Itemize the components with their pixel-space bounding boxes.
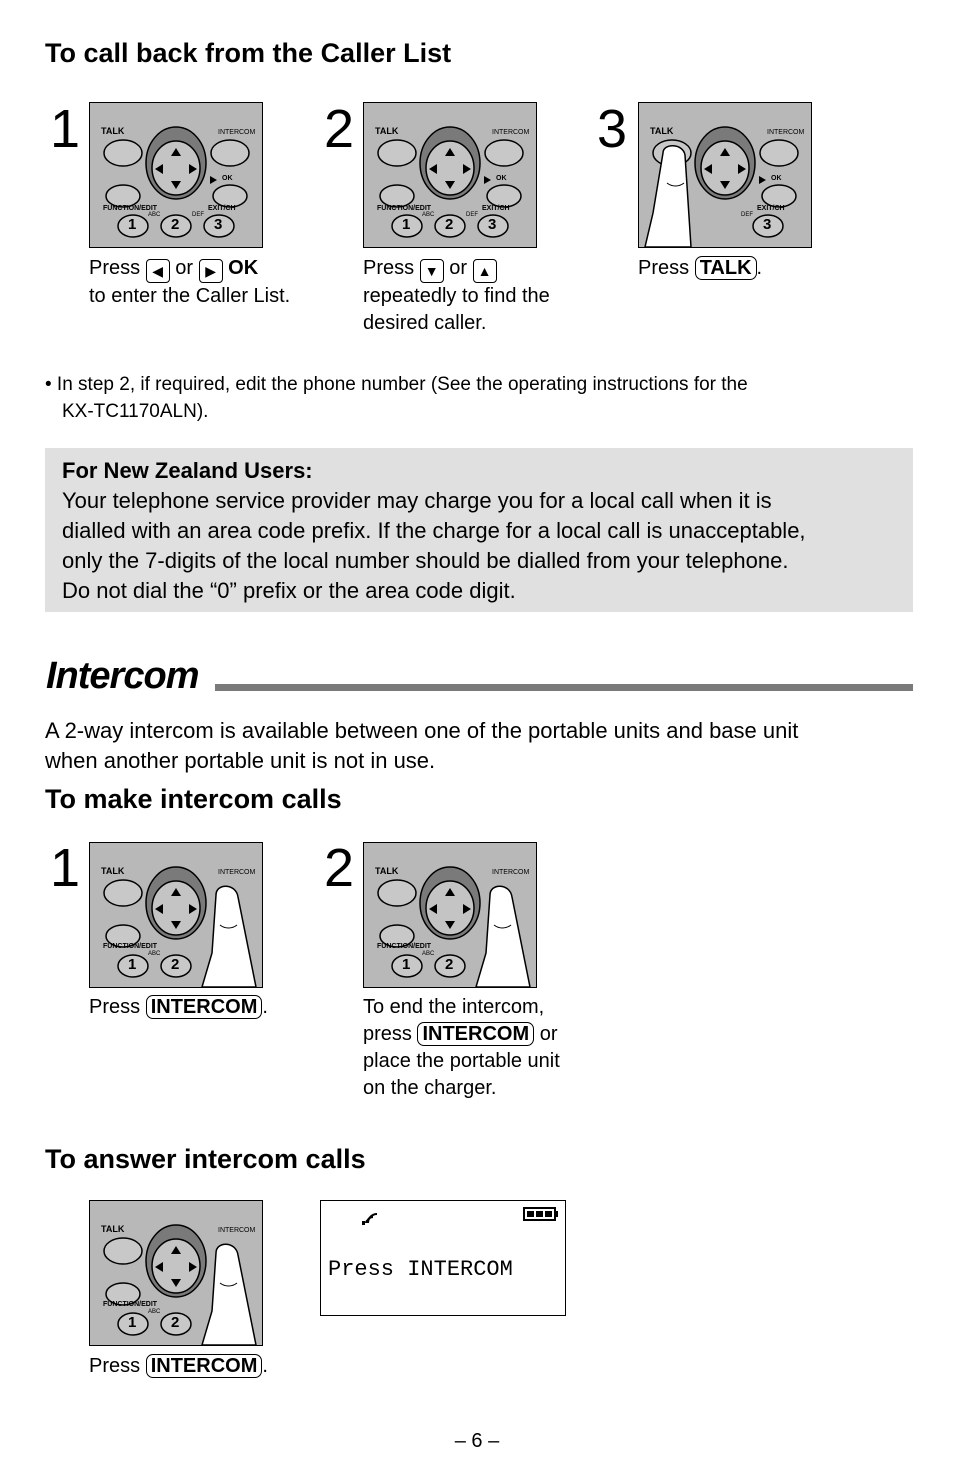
intercom-key: INTERCOM xyxy=(146,1354,263,1378)
key-2: 2 xyxy=(171,1314,180,1331)
talk-label: TALK xyxy=(101,1224,125,1234)
caption-press: Press xyxy=(89,257,141,279)
talk-label: TALK xyxy=(101,866,125,876)
exit-ch-label: EXIT/CH xyxy=(208,205,236,212)
function-edit-label: FUNCTION/EDIT xyxy=(103,205,158,212)
key-1: 1 xyxy=(128,216,137,233)
abc-label: ABC xyxy=(422,951,435,957)
caption-or: or xyxy=(539,1023,558,1045)
note-line: KX-TC1170ALN). xyxy=(62,401,209,422)
step-number: 2 xyxy=(324,838,355,898)
note-line: • In step 2, if required, edit the phone number (See the operating instructions for the xyxy=(45,374,748,395)
talk-label: TALK xyxy=(375,866,399,876)
right-arrow-key-icon: ▶ xyxy=(199,259,223,283)
key-2: 2 xyxy=(171,216,180,233)
make-step-1-caption xyxy=(89,994,268,1021)
function-edit-label: FUNCTION/EDIT xyxy=(103,943,158,950)
intercom-label: INTERCOM xyxy=(218,1227,256,1234)
key-2: 2 xyxy=(445,956,454,973)
intro-line: when another portable unit is not in use. xyxy=(45,748,436,773)
def-label: DEF xyxy=(741,212,753,218)
title-rule xyxy=(215,684,913,691)
answer-intercom-heading: To answer intercom calls xyxy=(45,1144,366,1174)
nz-line: Your telephone service provider may charge you for a local call when it is xyxy=(62,488,772,513)
signal-icon xyxy=(361,1209,379,1225)
handset-keypad-illustration xyxy=(89,1200,263,1346)
intercom-label: INTERCOM xyxy=(492,129,530,136)
step-number: 2 xyxy=(324,99,355,159)
intercom-key: INTERCOM xyxy=(146,995,263,1019)
nz-line: only the 7-digits of the local number should be dialled from your telephone. xyxy=(62,548,789,573)
function-edit-label: FUNCTION/EDIT xyxy=(377,205,432,212)
caption-line: desired caller. xyxy=(363,312,487,334)
intercom-title: Intercom xyxy=(46,655,199,697)
ok-label: OK xyxy=(496,175,507,182)
lcd-display xyxy=(320,1200,566,1316)
intercom-intro xyxy=(45,716,798,776)
def-label: DEF xyxy=(466,212,478,218)
abc-label: ABC xyxy=(148,951,161,957)
handset-keypad-illustration xyxy=(363,842,537,988)
function-edit-label: FUNCTION/EDIT xyxy=(103,1301,158,1308)
talk-label: TALK xyxy=(375,126,399,136)
caption-end: . xyxy=(262,1355,268,1377)
nz-line: dialled with an area code prefix. If the charge for a local call is unacceptable, xyxy=(62,518,806,543)
key-1: 1 xyxy=(128,956,137,973)
abc-label: ABC xyxy=(148,212,161,218)
key-3: 3 xyxy=(488,216,497,233)
make-step-2-caption xyxy=(363,994,623,1102)
ok-key: OK xyxy=(228,257,259,279)
up-arrow-key-icon: ▲ xyxy=(473,259,497,283)
nz-title: For New Zealand Users: xyxy=(62,458,313,483)
step-number: 1 xyxy=(50,838,81,898)
caption-or: or xyxy=(449,257,468,279)
step-2-caption xyxy=(363,255,603,337)
step-3-caption xyxy=(638,255,878,282)
handset-keypad-illustration xyxy=(638,102,812,248)
lcd-text: Press INTERCOM xyxy=(328,1257,513,1282)
key-1: 1 xyxy=(402,216,411,233)
left-arrow-key-icon: ◀ xyxy=(146,259,170,283)
caption-or: or xyxy=(175,257,194,279)
battery-icon xyxy=(523,1207,559,1221)
intercom-label: INTERCOM xyxy=(218,869,256,876)
key-1: 1 xyxy=(402,956,411,973)
exit-ch-label: EXIT/CH xyxy=(482,205,510,212)
step-number: 3 xyxy=(597,99,628,159)
key-3: 3 xyxy=(763,216,772,233)
key-1: 1 xyxy=(128,1314,137,1331)
talk-key: TALK xyxy=(695,256,757,280)
caption-press: Press xyxy=(89,996,141,1018)
caption-line: repeatedly to find the xyxy=(363,285,550,307)
caption-line: To end the intercom, xyxy=(363,996,545,1018)
step-number: 1 xyxy=(50,99,81,159)
caption-line: on the charger. xyxy=(363,1077,497,1099)
talk-label: TALK xyxy=(101,126,125,136)
abc-label: ABC xyxy=(422,212,435,218)
intercom-label: INTERCOM xyxy=(218,129,256,136)
talk-label: TALK xyxy=(650,126,674,136)
handset-keypad-illustration xyxy=(89,842,263,988)
caption-end: . xyxy=(756,257,763,279)
page-number: – 6 – xyxy=(454,1430,500,1452)
step-1-caption xyxy=(89,255,329,310)
intercom-label: INTERCOM xyxy=(492,869,530,876)
abc-label: ABC xyxy=(148,1309,161,1315)
key-2: 2 xyxy=(171,956,180,973)
caption-line: to enter the Caller List. xyxy=(89,285,291,307)
nz-line: Do not dial the “0” prefix or the area code digit. xyxy=(62,578,516,603)
ok-label: OK xyxy=(222,175,233,182)
key-3: 3 xyxy=(214,216,223,233)
caption-press: Press xyxy=(638,257,690,279)
down-arrow-key-icon: ▼ xyxy=(420,259,444,283)
caption-line: place the portable unit xyxy=(363,1050,560,1072)
key-2: 2 xyxy=(445,216,454,233)
caption-press: Press xyxy=(89,1355,141,1377)
caption-end: . xyxy=(262,996,268,1018)
caption-press: Press xyxy=(363,257,415,279)
def-label: DEF xyxy=(192,212,204,218)
intro-line: A 2-way intercom is available between one of the portable units and base unit xyxy=(45,718,799,743)
caption-press: press xyxy=(363,1023,412,1045)
handset-keypad-illustration xyxy=(89,102,263,248)
function-edit-label: FUNCTION/EDIT xyxy=(377,943,432,950)
callback-note xyxy=(45,371,748,425)
exit-ch-label: EXIT/CH xyxy=(757,205,785,212)
intercom-key: INTERCOM xyxy=(417,1022,534,1046)
answer-caption xyxy=(89,1353,268,1380)
handset-keypad-illustration xyxy=(363,102,537,248)
intercom-label: INTERCOM xyxy=(767,129,805,136)
new-zealand-note-box xyxy=(45,448,913,612)
make-intercom-heading: To make intercom calls xyxy=(45,784,342,814)
callback-heading: To call back from the Caller List xyxy=(45,38,452,68)
ok-label: OK xyxy=(771,175,782,182)
